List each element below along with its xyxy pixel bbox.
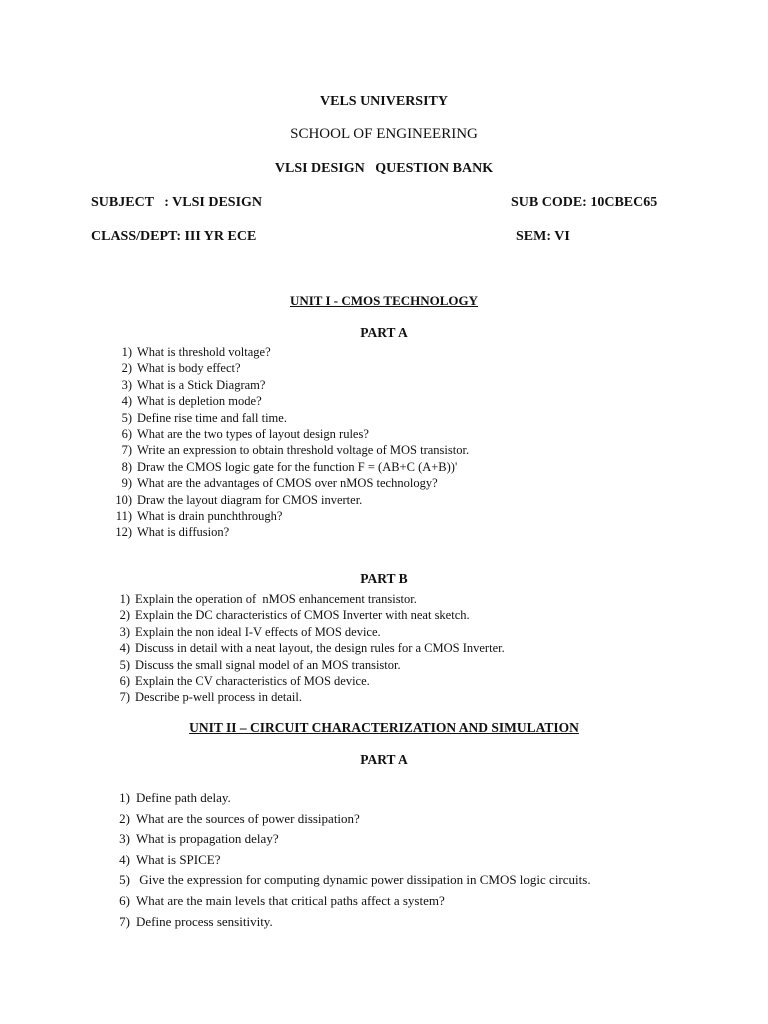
question-text: What is SPICE? xyxy=(136,851,221,867)
item-number: 12) xyxy=(115,525,132,540)
question-text: What is propagation delay? xyxy=(136,831,279,847)
question-text: What is diffusion? xyxy=(137,525,230,540)
item-number: 6) xyxy=(121,426,132,441)
item-number: 4) xyxy=(121,394,132,409)
item-number: 8) xyxy=(121,459,132,474)
item-number: 5) xyxy=(119,657,130,672)
school-name: SCHOOL OF ENGINEERING xyxy=(290,126,478,142)
item-number: 7) xyxy=(119,913,130,929)
question-text: Define process sensitivity. xyxy=(136,913,273,929)
question-text: What is body effect? xyxy=(137,361,241,376)
question-text: Describe p-well process in detail. xyxy=(135,690,302,705)
item-number: 1) xyxy=(119,592,130,606)
class-dept-field: CLASS/DEPT: III YR ECE xyxy=(91,229,257,244)
item-number: 10) xyxy=(115,492,132,507)
question-text: What is threshold voltage? xyxy=(137,345,271,359)
item-number: 1) xyxy=(119,790,130,805)
unit1-part-a-heading: PART A xyxy=(360,325,408,340)
question-text: Discuss in detail with a neat layout, the design rules for a CMOS Inverter. xyxy=(135,641,505,656)
item-number: 7) xyxy=(119,690,130,705)
question-text: Define path delay. xyxy=(136,790,231,805)
unit1-part-b-heading: PART B xyxy=(360,571,408,586)
unit1-title: UNIT I - CMOS TECHNOLOGY xyxy=(289,293,479,308)
item-number: 11) xyxy=(115,508,132,523)
item-number: 2) xyxy=(119,810,130,826)
item-number: 4) xyxy=(119,851,130,867)
question-text: Explain the CV characteristics of MOS device. xyxy=(135,673,370,688)
question-text: What is drain punchthrough? xyxy=(137,508,283,523)
university-name: VELS UNIVERSITY xyxy=(320,94,448,109)
item-number: 6) xyxy=(119,673,130,688)
question-text: What are the main levels that critical paths affect a system? xyxy=(136,892,445,908)
question-text: What are the sources of power dissipation? xyxy=(136,810,360,826)
question-text: What is a Stick Diagram? xyxy=(137,377,266,392)
item-number: 9) xyxy=(121,476,132,491)
item-number: 5) xyxy=(121,410,132,425)
item-number: 3) xyxy=(119,831,130,847)
question-text: What is depletion mode? xyxy=(137,394,262,409)
item-number: 4) xyxy=(119,641,130,656)
item-number: 6) xyxy=(119,892,130,908)
unit2-part-a-heading: PART A xyxy=(360,752,408,767)
question-text: Explain the operation of nMOS enhancement transistor. xyxy=(135,592,417,606)
item-number: 1) xyxy=(121,345,132,359)
item-number: 2) xyxy=(119,608,130,623)
question-text: Give the expression for computing dynamic power dissipation in CMOS logic circuits. xyxy=(136,872,591,888)
sub-code-field: SUB CODE: 10CBEC65 xyxy=(511,195,658,210)
item-number: 7) xyxy=(121,443,132,458)
item-number: 5) xyxy=(119,872,130,888)
item-number: 2) xyxy=(121,361,132,376)
unit2-title: UNIT II – CIRCUIT CHARACTERIZATION AND SIMULATION xyxy=(189,720,579,735)
item-number: 3) xyxy=(119,624,130,639)
item-number: 3) xyxy=(121,377,132,392)
question-text: Discuss the small signal model of an MOS transistor. xyxy=(135,657,401,672)
question-text: Explain the DC characteristics of CMOS Inverter with neat sketch. xyxy=(135,608,470,623)
question-text: What are the two types of layout design rules? xyxy=(137,426,369,441)
question-text: Draw the CMOS logic gate for the function F = (AB+C (A+B))' xyxy=(137,459,458,474)
question-text: Explain the non ideal I-V effects of MOS device. xyxy=(135,624,381,639)
subject-field: SUBJECT : VLSI DESIGN xyxy=(91,195,263,210)
document-title: VLSI DESIGN QUESTION BANK xyxy=(274,161,494,176)
question-text: Draw the layout diagram for CMOS inverter. xyxy=(137,492,363,507)
question-text: Define rise time and fall time. xyxy=(137,410,287,425)
question-text: What are the advantages of CMOS over nMOS technology? xyxy=(137,476,438,491)
question-text: Write an expression to obtain threshold voltage of MOS transistor. xyxy=(137,443,470,458)
semester-field: SEM: VI xyxy=(516,229,570,244)
